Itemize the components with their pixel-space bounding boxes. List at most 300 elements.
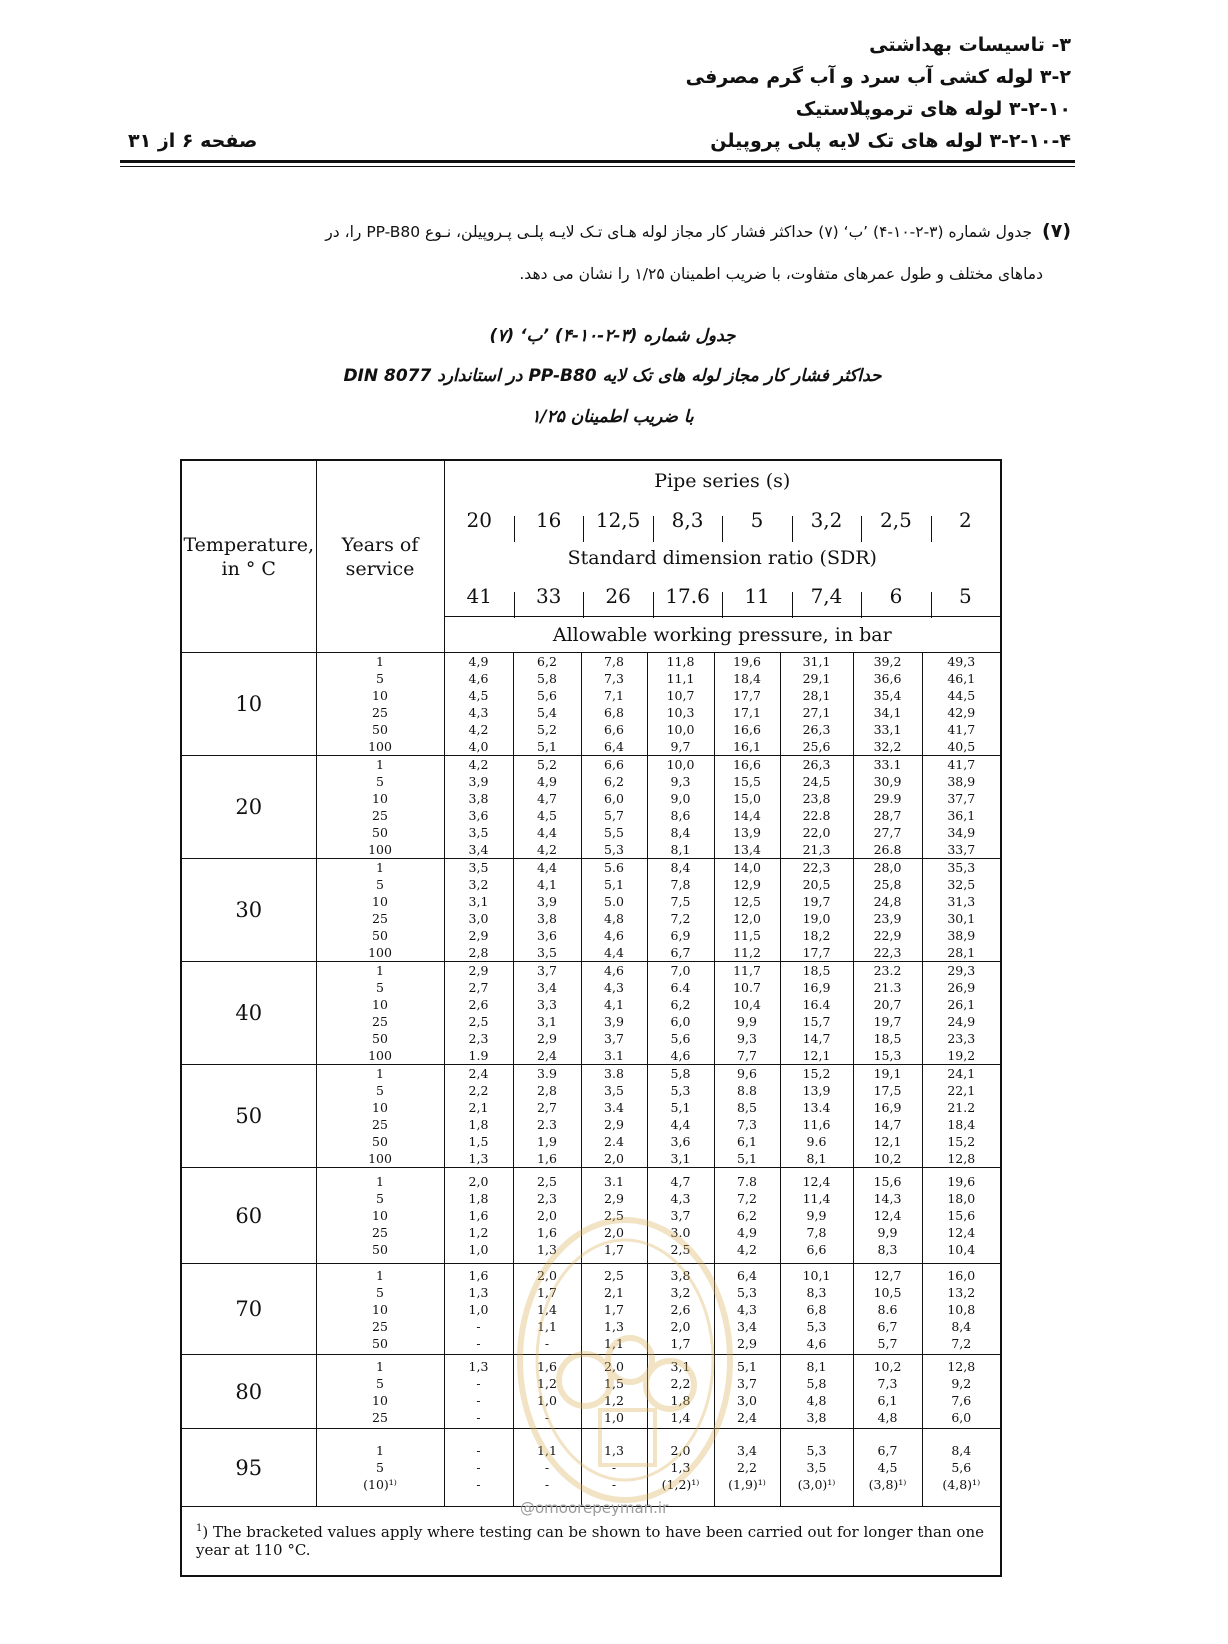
years-cell bbox=[316, 1355, 444, 1429]
pressure-cell bbox=[853, 1429, 922, 1507]
pressure-value: 11,2 bbox=[733, 945, 761, 960]
pressure-value: 6,0 bbox=[670, 1014, 691, 1029]
pressure-value: 12,9 bbox=[733, 877, 761, 892]
table-title-2: حداکثر فشار کار مجاز لوله های تک لایه PP-B80 در استاندارد DIN 8077 bbox=[343, 366, 882, 386]
pressure-cell bbox=[714, 1264, 780, 1355]
pressure-value: 18,5 bbox=[802, 963, 831, 978]
pressure-value: 2,0 bbox=[604, 1225, 624, 1240]
pressure-cell bbox=[581, 1355, 647, 1429]
pressure-value: 34,9 bbox=[947, 825, 976, 840]
years-cell bbox=[316, 1168, 444, 1264]
pressure-cell bbox=[853, 859, 922, 962]
pressure-value: 24,8 bbox=[873, 894, 902, 909]
pressure-value: 2,0 bbox=[604, 1358, 624, 1374]
pressure-value: 7,1 bbox=[604, 688, 624, 703]
years-value: 50 bbox=[372, 1242, 388, 1257]
pressure-value: (3,8)¹⁾ bbox=[868, 1477, 907, 1492]
pressure-value: 22,3 bbox=[873, 945, 902, 960]
years-value: 5 bbox=[376, 774, 384, 789]
pressure-cell bbox=[444, 653, 513, 756]
pressure-value: 4,3 bbox=[737, 1301, 757, 1317]
pressure-value: 25,8 bbox=[873, 877, 902, 892]
years-value: 25 bbox=[372, 808, 388, 823]
pressure-value: 3.1 bbox=[604, 1048, 624, 1063]
pressure-value: 12,1 bbox=[802, 1048, 831, 1063]
pressure-cell bbox=[780, 1065, 853, 1168]
pressure-value: 2,9 bbox=[537, 1031, 557, 1046]
years-value: 5 bbox=[376, 1375, 384, 1391]
pressure-value: 7,5 bbox=[670, 894, 691, 909]
years-value: 10 bbox=[372, 1301, 388, 1317]
pressure-value: 11,6 bbox=[802, 1117, 831, 1132]
years-cell bbox=[316, 756, 444, 859]
pressure-value: 5,1 bbox=[737, 1358, 757, 1374]
pressure-value: 4,4 bbox=[537, 825, 557, 840]
footnote-mark: 1 bbox=[196, 1523, 203, 1534]
pressure-value: 2,3 bbox=[468, 1031, 489, 1046]
pressure-value: 9,3 bbox=[737, 1031, 757, 1046]
years-cell bbox=[316, 1429, 444, 1507]
pressure-value: 1,7 bbox=[604, 1242, 624, 1257]
pressure-cell bbox=[647, 1168, 714, 1264]
pressure-value: 3,8 bbox=[468, 791, 489, 806]
pressure-cell bbox=[853, 1168, 922, 1264]
pressure-value: 38,9 bbox=[947, 774, 976, 789]
pressure-value: 3,1 bbox=[537, 1014, 557, 1029]
header-years-of-service: Years of service bbox=[316, 460, 444, 653]
pressure-cell bbox=[853, 756, 922, 859]
table-row bbox=[181, 1065, 1001, 1168]
pressure-value: 5,1 bbox=[604, 877, 624, 892]
header-pipe-series: Pipe series (s) bbox=[444, 460, 1001, 500]
pressure-value: 2,4 bbox=[537, 1048, 557, 1063]
pressure-value: 42,9 bbox=[947, 705, 976, 720]
pressure-value: 3,8 bbox=[670, 1267, 691, 1283]
pressure-value: 2,5 bbox=[468, 1014, 489, 1029]
pressure-value: 2,6 bbox=[670, 1301, 691, 1317]
pressure-value: 1,6 bbox=[537, 1225, 557, 1240]
pressure-value: 10,3 bbox=[666, 705, 695, 720]
pressure-value: 24,1 bbox=[947, 1066, 976, 1081]
pressure-value: 29,1 bbox=[802, 671, 831, 686]
years-value: 25 bbox=[372, 1318, 388, 1334]
pressure-value: 2,0 bbox=[670, 1443, 691, 1458]
years-value: 5 bbox=[376, 671, 384, 686]
pressure-cell bbox=[581, 1429, 647, 1507]
pressure-value: 16,6 bbox=[733, 722, 761, 737]
pressure-value: 2,0 bbox=[604, 1151, 624, 1166]
paragraph-text-1: جدول شماره (۳-۲-۱۰-۴) ’ب‘ (۷) حداکثر فشار کار مجاز لوله هـای تـک لایـه پلـی پـروپیلن، نـوع PP-B80 را، در bbox=[325, 223, 1033, 241]
pressure-value: 5,2 bbox=[537, 722, 557, 737]
years-value: 10 bbox=[372, 1100, 388, 1115]
pressure-value: 3,6 bbox=[670, 1134, 691, 1149]
pressure-value: 7.8 bbox=[737, 1174, 757, 1189]
pressure-value: 4,3 bbox=[468, 705, 489, 720]
pressure-cell bbox=[853, 653, 922, 756]
pressure-value: 11,7 bbox=[733, 963, 761, 978]
pressure-value: 35,4 bbox=[873, 688, 902, 703]
pressure-value: 20,7 bbox=[873, 997, 902, 1012]
pressure-value: 25,6 bbox=[802, 739, 831, 754]
pressure-value: 41,7 bbox=[947, 757, 976, 772]
pressure-value: 26,9 bbox=[947, 980, 976, 995]
pressure-value: 13,2 bbox=[947, 1284, 976, 1300]
pressure-cell bbox=[444, 962, 513, 1065]
pressure-value: 22,9 bbox=[873, 928, 902, 943]
pressure-value: 7,6 bbox=[951, 1392, 972, 1408]
pressure-cell bbox=[853, 1264, 922, 1355]
pressure-value: 2,5 bbox=[537, 1174, 557, 1189]
pressure-value: 3,4 bbox=[737, 1443, 757, 1458]
pressure-value: 24,9 bbox=[947, 1014, 976, 1029]
years-value: 25 bbox=[372, 1409, 388, 1425]
table-row bbox=[181, 1168, 1001, 1264]
pressure-value: 3,4 bbox=[737, 1318, 757, 1334]
pressure-value: 1,6 bbox=[468, 1208, 489, 1223]
pressure-value: 2.3 bbox=[537, 1117, 557, 1132]
pressure-value: 1,7 bbox=[537, 1284, 557, 1300]
pressure-value: 4,4 bbox=[670, 1117, 691, 1132]
pressure-value: 6,8 bbox=[604, 705, 624, 720]
sdr-value: 33 bbox=[514, 584, 583, 608]
sdr-value: 41 bbox=[466, 584, 492, 608]
pressure-value: 9,9 bbox=[737, 1014, 757, 1029]
pressure-value: 1,1 bbox=[537, 1443, 557, 1458]
pipe-series-value: 8,3 bbox=[653, 508, 722, 532]
pressure-value: 5.6 bbox=[604, 860, 624, 875]
pressure-value: 4,2 bbox=[468, 757, 489, 772]
pressure-value: 14,4 bbox=[733, 808, 761, 823]
temperature-cell: 60 bbox=[181, 1168, 316, 1264]
pressure-value: - bbox=[611, 1460, 617, 1475]
pressure-value: - bbox=[476, 1443, 481, 1458]
table-row bbox=[181, 1355, 1001, 1429]
pressure-value: 11,4 bbox=[802, 1191, 831, 1206]
pressure-cell bbox=[444, 1065, 513, 1168]
pressure-value: 1,7 bbox=[604, 1301, 624, 1317]
pressure-cell bbox=[714, 653, 780, 756]
years-value: 10 bbox=[372, 1392, 388, 1408]
pressure-value: 3,4 bbox=[537, 980, 557, 995]
pressure-value: 10,7 bbox=[666, 688, 695, 703]
pressure-cell bbox=[647, 962, 714, 1065]
pressure-cell bbox=[581, 962, 647, 1065]
pressure-value: 7,3 bbox=[877, 1375, 898, 1391]
pressure-value: 3,2 bbox=[468, 877, 489, 892]
years-value: (10)¹⁾ bbox=[363, 1477, 397, 1492]
pressure-value: 12,4 bbox=[802, 1174, 831, 1189]
pressure-value: (4,8)¹⁾ bbox=[942, 1477, 981, 1492]
pressure-cell bbox=[714, 1429, 780, 1507]
pressure-value: 3.9 bbox=[537, 1066, 557, 1081]
years-value: 100 bbox=[368, 1151, 392, 1166]
pressure-value: 19,0 bbox=[802, 911, 831, 926]
pressure-value: 1,5 bbox=[468, 1134, 489, 1149]
pressure-value: 10.7 bbox=[733, 980, 761, 995]
pressure-value: 15,6 bbox=[947, 1208, 976, 1223]
pressure-value: 36,6 bbox=[873, 671, 902, 686]
pressure-value: 10,2 bbox=[873, 1358, 902, 1374]
pressure-value: 26.8 bbox=[873, 842, 902, 857]
years-value: 10 bbox=[372, 688, 388, 703]
pressure-value: 10,0 bbox=[666, 757, 695, 772]
years-value: 1 bbox=[376, 1174, 384, 1189]
pipe-series-value: 3,2 bbox=[792, 508, 861, 532]
years-value: 10 bbox=[372, 791, 388, 806]
pressure-cell bbox=[581, 859, 647, 962]
pressure-cell bbox=[647, 1355, 714, 1429]
sdr-value: 17.6 bbox=[653, 584, 722, 608]
pressure-value: 1,0 bbox=[604, 1409, 624, 1425]
pressure-value: 8,4 bbox=[951, 1318, 972, 1334]
pressure-value: 6,7 bbox=[877, 1443, 898, 1458]
pressure-cell bbox=[513, 1168, 581, 1264]
pressure-value: 9,6 bbox=[737, 1066, 757, 1081]
pressure-value: 22,1 bbox=[947, 1083, 976, 1098]
temperature-cell: 70 bbox=[181, 1264, 316, 1355]
pressure-value: 4,8 bbox=[877, 1409, 898, 1425]
pressure-value: 1,3 bbox=[670, 1460, 691, 1475]
pressure-value: 9,7 bbox=[670, 739, 691, 754]
pressure-value: 2,0 bbox=[537, 1208, 557, 1223]
pressure-value: - bbox=[476, 1409, 481, 1425]
pressure-value: 7,8 bbox=[806, 1225, 827, 1240]
pressure-value: 8,4 bbox=[670, 825, 691, 840]
years-cell bbox=[316, 859, 444, 962]
pressure-value: 19,7 bbox=[802, 894, 831, 909]
table-row bbox=[181, 653, 1001, 756]
pressure-value: 4,5 bbox=[877, 1460, 898, 1475]
pressure-value: 9,3 bbox=[670, 774, 691, 789]
pipe-series-value: 5 bbox=[722, 508, 791, 532]
pressure-value: 27,1 bbox=[802, 705, 831, 720]
pressure-value: 1,3 bbox=[468, 1151, 489, 1166]
pressure-value: 5,8 bbox=[806, 1375, 827, 1391]
pressure-value: 6,1 bbox=[737, 1134, 757, 1149]
pressure-cell bbox=[780, 1355, 853, 1429]
pressure-value: 29,3 bbox=[947, 963, 976, 978]
pressure-value: 3,9 bbox=[537, 894, 557, 909]
pressure-value: 1,4 bbox=[537, 1301, 557, 1317]
pressure-value: 8.8 bbox=[737, 1083, 757, 1098]
pressure-cell bbox=[581, 1065, 647, 1168]
pressure-value: 18,4 bbox=[947, 1117, 976, 1132]
pressure-value: 5,8 bbox=[537, 671, 557, 686]
pressure-value: 7,8 bbox=[604, 654, 624, 669]
pressure-value: 2,8 bbox=[537, 1083, 557, 1098]
pressure-value: 5,6 bbox=[951, 1460, 972, 1475]
years-value: 25 bbox=[372, 1225, 388, 1240]
pipe-series-value: 12,5 bbox=[583, 508, 652, 532]
pressure-value: 3,2 bbox=[670, 1284, 691, 1300]
years-value: 50 bbox=[372, 825, 388, 840]
pressure-value: 7,2 bbox=[737, 1191, 757, 1206]
pressure-cell bbox=[647, 859, 714, 962]
pressure-value: 44,5 bbox=[947, 688, 976, 703]
header-rule-thin bbox=[120, 166, 1075, 167]
pressure-value: 8,3 bbox=[877, 1242, 898, 1257]
pressure-cell bbox=[780, 1429, 853, 1507]
pressure-value: - bbox=[611, 1477, 617, 1492]
pressure-value: 7,8 bbox=[670, 877, 691, 892]
pressure-value: 4,3 bbox=[604, 980, 624, 995]
pressure-value: 4,5 bbox=[468, 688, 489, 703]
years-value: 10 bbox=[372, 894, 388, 909]
pressure-cell bbox=[780, 859, 853, 962]
pressure-value: 3,4 bbox=[468, 842, 489, 857]
temperature-cell: 95 bbox=[181, 1429, 316, 1507]
pressure-value: 23,9 bbox=[873, 911, 902, 926]
header-temperature: Temperature, in ° C bbox=[181, 460, 316, 653]
pressure-value: 2,7 bbox=[537, 1100, 557, 1115]
pressure-value: 16,0 bbox=[947, 1267, 976, 1283]
pressure-value: 13,4 bbox=[733, 842, 761, 857]
pressure-value: 3,1 bbox=[468, 894, 489, 909]
pressure-value: 6,2 bbox=[670, 997, 691, 1012]
pressure-value: 6,1 bbox=[877, 1392, 898, 1408]
pressure-cell bbox=[714, 756, 780, 859]
pressure-value: - bbox=[476, 1318, 481, 1334]
pressure-value: 10,2 bbox=[873, 1151, 902, 1166]
pressure-value: 4,8 bbox=[806, 1392, 827, 1408]
sdr-row bbox=[444, 576, 1001, 617]
years-cell bbox=[316, 962, 444, 1065]
pressure-value: 12,0 bbox=[733, 911, 761, 926]
paragraph-line-2: دماهای مختلف و طول عمرهای متفاوت، با ضریب اطمینان ۱/۲۵ را نشان می دهد. bbox=[519, 265, 1043, 283]
pressure-value: 6.4 bbox=[670, 980, 691, 995]
pressure-value: 5,1 bbox=[737, 1151, 757, 1166]
pressure-value: 3,7 bbox=[604, 1031, 624, 1046]
pressure-value: 15,3 bbox=[873, 1048, 902, 1063]
pressure-value: 1,4 bbox=[670, 1409, 691, 1425]
pressure-value: 34,1 bbox=[873, 705, 902, 720]
pressure-value: 17,7 bbox=[802, 945, 831, 960]
pipe-series-value: 2,5 bbox=[861, 508, 930, 532]
years-value: 10 bbox=[372, 997, 388, 1012]
pressure-cell bbox=[714, 1065, 780, 1168]
pressure-value: 2,5 bbox=[604, 1208, 624, 1223]
pressure-value: 3,9 bbox=[604, 1014, 624, 1029]
pressure-value: 1,6 bbox=[468, 1267, 489, 1283]
pressure-value: 7,2 bbox=[670, 911, 691, 926]
pressure-value: 5,5 bbox=[604, 825, 624, 840]
sdr-value: 5 bbox=[931, 584, 1000, 608]
years-value: 1 bbox=[376, 1358, 384, 1374]
pressure-value: 17,1 bbox=[733, 705, 761, 720]
pressure-value: 2,4 bbox=[737, 1409, 757, 1425]
intro-paragraph bbox=[151, 210, 1071, 295]
pressure-value: - bbox=[476, 1375, 481, 1391]
pressure-cell bbox=[922, 1429, 1001, 1507]
pressure-value: 1.9 bbox=[468, 1048, 489, 1063]
pressure-value: (1,2)¹⁾ bbox=[661, 1477, 700, 1492]
pressure-value: 12,4 bbox=[873, 1208, 902, 1223]
pressure-cell bbox=[922, 1264, 1001, 1355]
pressure-value: 4,0 bbox=[468, 739, 489, 754]
pressure-value: 23,3 bbox=[947, 1031, 976, 1046]
pressure-value: 3,6 bbox=[537, 928, 557, 943]
pressure-value: 4,6 bbox=[604, 963, 624, 978]
pressure-value: 1,8 bbox=[670, 1392, 691, 1408]
pressure-value: 3,1 bbox=[670, 1358, 691, 1374]
pressure-value: 5,3 bbox=[670, 1083, 691, 1098]
pressure-value: 3,5 bbox=[468, 860, 489, 875]
pressure-cell bbox=[922, 756, 1001, 859]
page-number: صفحه ۶ از ۳۱ bbox=[128, 130, 258, 152]
pressure-cell bbox=[513, 859, 581, 962]
pressure-value: 3,0 bbox=[737, 1392, 757, 1408]
pressure-value: 18,4 bbox=[733, 671, 761, 686]
pressure-value: - bbox=[476, 1335, 481, 1351]
pressure-value: 6,2 bbox=[537, 654, 557, 669]
pressure-value: 16.4 bbox=[802, 997, 831, 1012]
pressure-cell bbox=[444, 1429, 513, 1507]
pressure-value: 2,5 bbox=[604, 1267, 624, 1283]
temperature-cell: 80 bbox=[181, 1355, 316, 1429]
pressure-value: 8,3 bbox=[806, 1284, 827, 1300]
pressure-cell bbox=[853, 962, 922, 1065]
pressure-value: 1,5 bbox=[604, 1375, 624, 1391]
pressure-value: 4,4 bbox=[537, 860, 557, 875]
years-value: 50 bbox=[372, 1335, 388, 1351]
pressure-value: 3,1 bbox=[670, 1151, 691, 1166]
pressure-value: 3,9 bbox=[468, 774, 489, 789]
pipe-series-value: 2 bbox=[931, 508, 1000, 532]
pressure-value: 4,1 bbox=[604, 997, 624, 1012]
pressure-value: 2,9 bbox=[737, 1335, 757, 1351]
pressure-value: - bbox=[476, 1477, 481, 1492]
pressure-value: 19,6 bbox=[947, 1174, 976, 1189]
pressure-value: 7,3 bbox=[604, 671, 624, 686]
pressure-value: 33.1 bbox=[873, 757, 902, 772]
pressure-cell bbox=[444, 1355, 513, 1429]
pressure-cell bbox=[513, 1355, 581, 1429]
pressure-value: 3,5 bbox=[468, 825, 489, 840]
pressure-cell bbox=[444, 1264, 513, 1355]
pressure-cell bbox=[581, 1264, 647, 1355]
sdr-value: 11 bbox=[722, 584, 791, 608]
pressure-value: 10,5 bbox=[873, 1284, 902, 1300]
pressure-value: 19,6 bbox=[733, 654, 761, 669]
years-value: 1 bbox=[376, 1267, 384, 1283]
temperature-cell: 20 bbox=[181, 756, 316, 859]
pressure-value: 8,1 bbox=[806, 1151, 827, 1166]
pressure-value: 1,9 bbox=[537, 1134, 557, 1149]
pressure-value: 9.6 bbox=[806, 1134, 827, 1149]
pressure-value: 6,9 bbox=[670, 928, 691, 943]
pressure-value: 29.9 bbox=[873, 791, 902, 806]
years-value: 100 bbox=[368, 842, 392, 857]
pressure-value: 1,6 bbox=[537, 1151, 557, 1166]
pressure-value: 5,3 bbox=[806, 1443, 827, 1458]
pressure-value: 8,1 bbox=[806, 1358, 827, 1374]
pressure-value: 5.0 bbox=[604, 894, 624, 909]
pressure-value: 8,6 bbox=[670, 808, 691, 823]
pressure-cell bbox=[444, 756, 513, 859]
pressure-value: 1,6 bbox=[537, 1358, 557, 1374]
pressure-value: 2,0 bbox=[468, 1174, 489, 1189]
pressure-value: 4,7 bbox=[537, 791, 557, 806]
pressure-value: 12,7 bbox=[873, 1267, 902, 1283]
pressure-value: 32,2 bbox=[873, 739, 902, 754]
pressure-value: 21,3 bbox=[802, 842, 831, 857]
pressure-value: 12,1 bbox=[873, 1134, 902, 1149]
pressure-value: 23.2 bbox=[873, 963, 902, 978]
pressure-value: 5,6 bbox=[537, 688, 557, 703]
table-row bbox=[181, 962, 1001, 1065]
pressure-value: 15,2 bbox=[947, 1134, 976, 1149]
pressure-value: 9,9 bbox=[806, 1208, 827, 1223]
